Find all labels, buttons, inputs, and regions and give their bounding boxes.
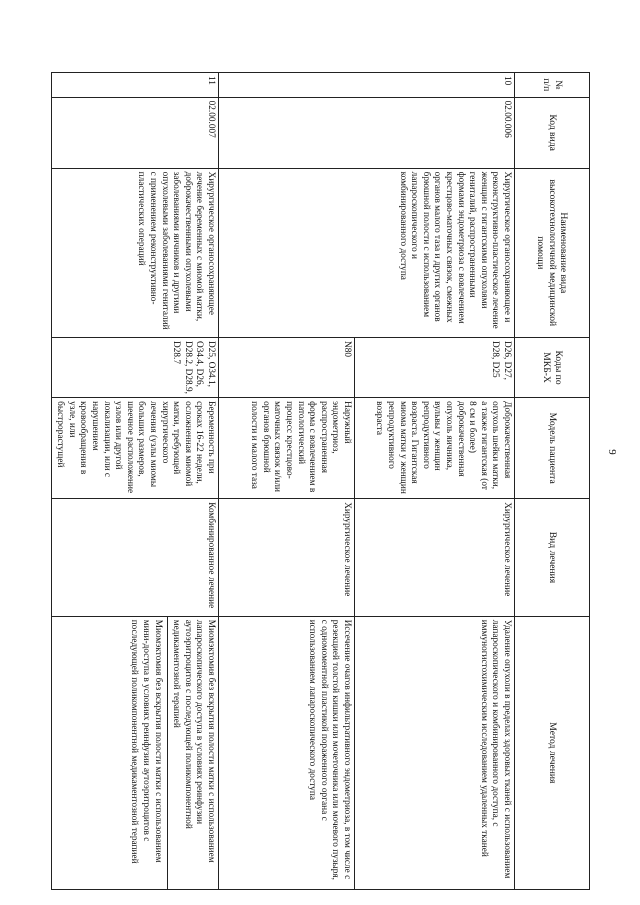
row-num: 11 (51, 73, 218, 98)
procedure-table (51, 72, 590, 890)
table-row (51, 73, 218, 890)
row-method (51, 616, 218, 889)
row-type: Хирургическое лечение (355, 499, 515, 616)
method-item: Миомэктомия без вскрытия полости матки с использованием мини-доступа в условиях реинфузии аутоэритроцитов с последующей поликомпонентной медикаментозной терапией (129, 619, 163, 864)
row-model: Наружный эндометриоз, распространенная форма с вовлечением в патологический процесс крестцово-маточных связок и/или органов брюшной полости и малого таза (219, 398, 355, 499)
row-model: Беременность при сроках 16-22 недели, осложненная миомой матки, требующей хирургического лечения (узлы миомы больших размеров, шеечное расположение узлов или другой локализации, или с нарушением кровообращения в узле, или быстрорастущей (51, 398, 218, 499)
header-code: Код вида (515, 97, 590, 168)
procedure-table-sheet (55, 72, 590, 890)
row-name: Хирургическое органосохраняющее лечение беременных с миомой матки, доброкачественными опухолевыми заболеваниями яичников и другими опухолевыми заболеваниями гениталий с применением реконструктивно-пластических операций (51, 168, 218, 337)
header-type: Вид лечения (515, 499, 590, 616)
row-model: Доброкачественная опухоль шейки матки, а также гигантская (от 8 см и более) доброкачественная опухоль яичника, вульвы у женщин репродуктивного возраста. Гигантская миома матки у женщин репродуктивного возраста (355, 398, 515, 499)
header-mkb: Коды по МКБ-X (515, 338, 590, 398)
row-type: Хирургическое лечение (219, 499, 355, 616)
method-item: Миомэктомия без вскрытия полости матки с использованием лапароскопического доступа в условиях реинфузии аутоэритроцитов с последующей поликомпонентной медикаментозной терапией (167, 617, 218, 889)
row-num: 10 (219, 73, 515, 98)
table-row (355, 73, 515, 890)
row-method: Удаление опухоли в пределах здоровых тканей с использованием лапароскопического и комбинированного доступа, с иммуногистохимическим исследованием удаленных тканей (355, 616, 515, 889)
header-num: № п/п (515, 73, 590, 98)
row-name: Хирургическое органосохраняющее и реконструктивно-пластическое лечение женщин с гигантскими опухолями гениталий, распространенными формами эндометриоза с вовлечением крестцово-маточных связок, смежных органов малого таза и других органов брюшной полости с использованием лапароскопического и комбинированного доступа (219, 168, 515, 337)
table-header-row (515, 73, 590, 890)
row-type: Комбинированное лечение (51, 499, 218, 616)
row-mkb: D26, D27, D28, D25 (355, 338, 515, 398)
header-name: Наименование вида высокотехнологичной медицинской помощи (515, 168, 590, 337)
row-mkb: N80 (219, 338, 355, 398)
row-code: 02.00.007 (51, 97, 218, 168)
row-code: 02.00.006 (219, 97, 515, 168)
header-method: Метод лечения (515, 616, 590, 889)
row-mkb: D25, O34.1, O34.4, D26, D28.2, D28.9, D28.7 (51, 338, 218, 398)
page-number: 9 (606, 449, 618, 455)
row-method: Иссечение очагов инфильтративного эндометриоза, в том числе с резекцией толстой кишки или мочеточника или мочевого пузыря, с одномоментной пластикой пораженного органа с использованием лапароскопического доступа (219, 616, 355, 889)
header-model: Модель пациента (515, 398, 590, 499)
